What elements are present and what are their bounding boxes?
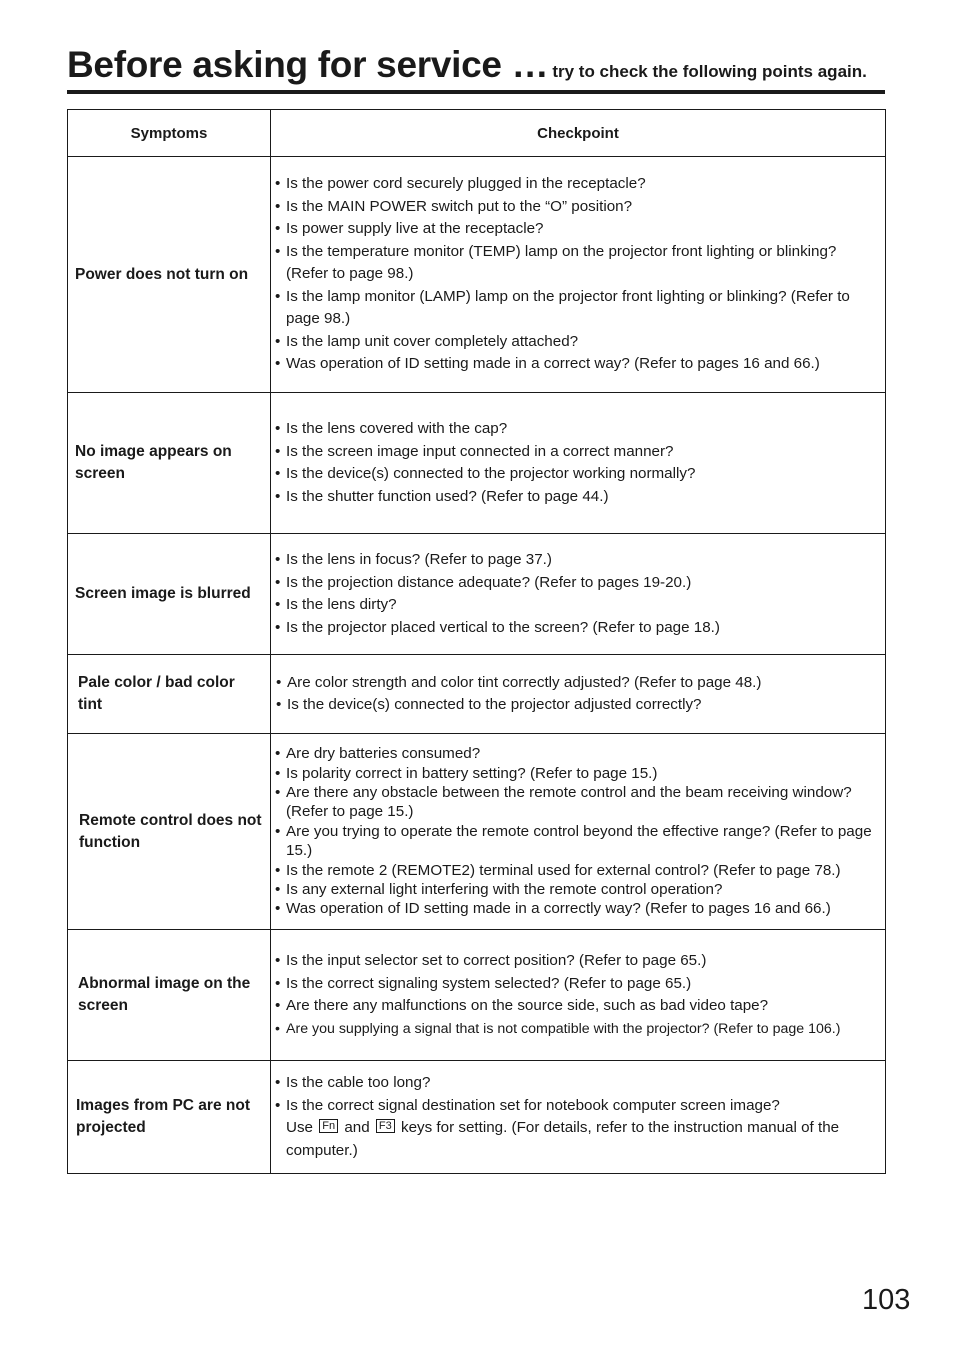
table-row [68,930,886,1061]
checkpoint-item: • Is the screen image input connected in a correct manner? [275,441,879,464]
column-header-symptoms: Symptoms [68,110,271,157]
table-row [68,1061,886,1174]
checkpoint-cell [271,157,886,393]
checkpoint-text: Is the correct signal destination set for notebook computer screen image? [286,1096,780,1114]
checkpoint-cell [271,1061,886,1174]
table-row [68,655,886,734]
checkpoint-item: • Is the lens covered with the cap? [275,418,879,441]
checkpoint-item: • Is the input selector set to correct position? (Refer to page 65.) [275,950,879,973]
column-header-checkpoint: Checkpoint [271,110,886,157]
checkpoint-item: • Is the lamp unit cover completely attached? [275,331,879,354]
checkpoint-item: • Is the projection distance adequate? (Refer to pages 19-20.) [275,572,879,595]
table-row [68,157,886,393]
checkpoint-item: • Are there any malfunctions on the source side, such as bad video tape? [275,995,879,1018]
checkpoint-item: • Is the power cord securely plugged in the receptacle? [275,173,879,196]
symptom-cell: Pale color / bad color tint [68,655,271,734]
checkpoint-item: • Is the cable too long? [275,1072,879,1095]
symptom-cell: Screen image is blurred [68,534,271,655]
checkpoint-item: • Are color strength and color tint correctly adjusted? (Refer to page 48.) [276,672,879,695]
title-subtitle: try to check the following points again. [552,62,867,81]
checkpoint-cell [271,734,886,930]
checkpoint-item: • Is the temperature monitor (TEMP) lamp on the projector front lighting or blinking? (Refer to page 98.) [275,241,879,286]
checkpoint-cell [271,930,886,1061]
checkpoint-cell [271,393,886,534]
checkpoint-item: • Is the MAIN POWER switch put to the “O” position? [275,196,879,219]
checkpoint-item: • Are dry batteries consumed? [275,744,879,763]
table-header-row [68,110,886,157]
keys-instructions: keys for setting. (For details, refer to the instruction manual of the computer.) [286,1119,840,1159]
checkpoint-cell [271,534,886,655]
checkpoint-item: • Is the lamp monitor (LAMP) lamp on the projector front lighting or blinking? (Refer to page 98.) [275,286,879,331]
checkpoint-list [275,418,879,508]
symptom-cell: Power does not turn on [68,157,271,393]
page-header [67,40,885,94]
symptom-cell: Images from PC are not projected [68,1061,271,1174]
checkpoint-list [275,1072,879,1162]
checkpoint-item: • Is the shutter function used? (Refer to page 44.) [275,486,879,509]
symptom-cell: Remote control does not function [68,734,271,930]
checkpoint-list [275,549,879,639]
checkpoint-cell [271,655,886,734]
checkpoint-item: • Is the remote 2 (REMOTE2) terminal used for external control? (Refer to page 78.) [275,861,879,880]
checkpoint-item: • Is polarity correct in battery setting? (Refer to page 15.) [275,764,879,783]
and-text: and [344,1119,370,1136]
checkpoint-list [275,744,879,919]
checkpoint-item: • Was operation of ID setting made in a correct way? (Refer to pages 16 and 66.) [275,353,879,376]
checkpoint-list [275,173,879,376]
title-main: Before asking for service … [67,44,549,85]
table-row [68,393,886,534]
checkpoint-item: • Is any external light interfering with the remote control operation? [275,880,879,899]
checkpoint-item: • Is the device(s) connected to the projector adjusted correctly? [276,694,879,717]
symptom-cell: No image appears on screen [68,393,271,534]
checkpoint-item: • Was operation of ID setting made in a correctly way? (Refer to pages 16 and 66.) [275,899,879,918]
checkpoint-item: • Is the lens dirty? [275,594,879,617]
table-row [68,534,886,655]
table-row [68,734,886,930]
checkpoint-item [275,1095,879,1163]
checkpoint-item: • Is power supply live at the receptacle? [275,218,879,241]
checkpoint-item: • Are you trying to operate the remote control beyond the effective range? (Refer to page 15.) [275,822,879,861]
symptom-cell: Abnormal image on the screen [68,930,271,1061]
checkpoint-item: • Are you supplying a signal that is not compatible with the projector? (Refer to page 106.) [275,1018,879,1041]
checkpoint-item: • Is the projector placed vertical to the screen? (Refer to page 18.) [275,617,879,640]
f3-key-icon: F3 [376,1119,395,1133]
checkpoint-list [276,672,879,717]
checkpoint-list [275,950,879,1040]
checkpoint-item: • Is the lens in focus? (Refer to page 37.) [275,549,879,572]
checkpoint-item: • Is the correct signaling system selected? (Refer to page 65.) [275,973,879,996]
checkpoint-item: • Are there any obstacle between the remote control and the beam receiving window? (Refer to page 15.) [275,783,879,822]
checkpoint-item: • Is the device(s) connected to the projector working normally? [275,463,879,486]
page-number: 103 [862,1284,911,1316]
troubleshooting-table [67,109,886,1174]
fn-key-icon: Fn [319,1119,338,1133]
use-text: Use [286,1119,314,1136]
page-title [67,44,867,86]
